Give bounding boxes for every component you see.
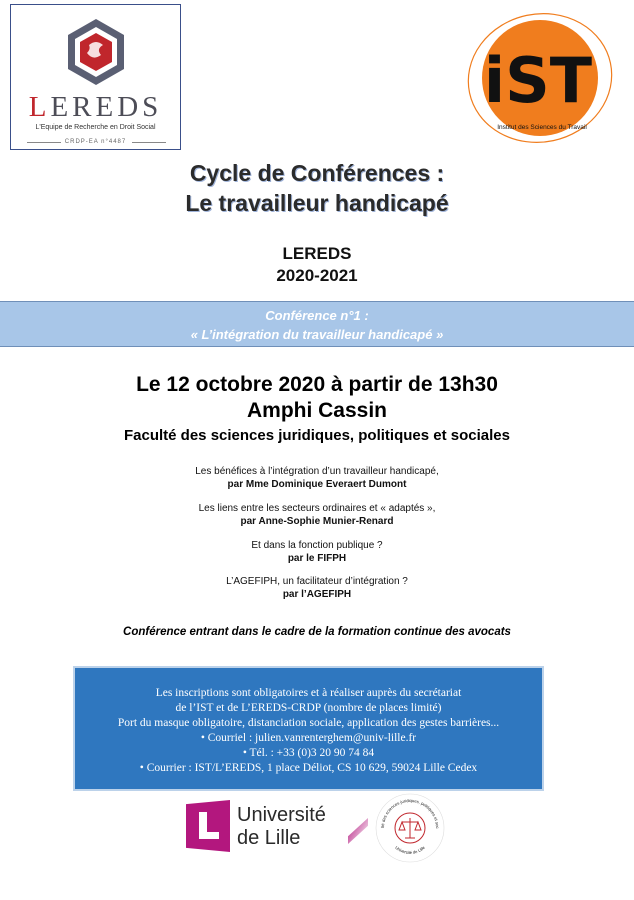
info-line: Port du masque obligatoire, distanciation sociale, application des gestes barrières...	[117, 717, 500, 729]
talk-topic: Les liens entre les secteurs ordinaires et « adaptés »,	[198, 503, 436, 514]
lereds-tagline: L'Equipe de Recherche en Droit Social	[35, 124, 156, 131]
page-title-line1: Cycle de Conférences :	[189, 160, 445, 186]
lereds-logo	[10, 4, 181, 150]
talk-topic: Et dans la fonction publique ?	[251, 540, 383, 551]
info-phone: • Tél. : +33 (0)3 20 90 74 84	[242, 747, 375, 759]
event-date: Le 12 octobre 2020 à partir de 13h30	[136, 373, 498, 396]
seal-arc-bottom: Université de Lille	[394, 844, 426, 856]
registration-info-box	[73, 666, 544, 791]
org-name: LEREDS	[282, 244, 352, 263]
info-address: • Courrier : IST/L’EREDS, 1 place Déliot, CS 10 629, 59024 Lille Cedex	[139, 762, 478, 774]
event-venue: Amphi Cassin	[246, 399, 388, 422]
lereds-wordmark: LEREDS	[28, 91, 163, 123]
talk-speaker: par l’AGEFIPH	[282, 589, 352, 600]
info-line: Les inscriptions sont obligatoires et à réaliser auprès du secrétariat	[155, 687, 462, 699]
lereds-code: CRDP-EA n°4487	[64, 139, 127, 145]
academic-year: 2020-2021	[276, 266, 358, 285]
ulille-mark-icon	[186, 800, 230, 852]
universite-de-lille-logo	[186, 800, 346, 852]
formation-note: Conférence entrant dans le cadre de la formation continue des avocats	[123, 626, 511, 638]
decorative-slash	[348, 818, 368, 844]
talk-speaker: par Mme Dominique Everaert Dumont	[227, 479, 407, 490]
page-title-line2: Le travailleur handicapé	[185, 190, 449, 216]
conference-theme: « L’intégration du travailleur handicapé »	[190, 327, 444, 342]
event-faculty: Faculté des sciences juridiques, politiques et sociales	[124, 427, 510, 444]
ist-logo	[466, 10, 616, 146]
talk-speaker: par Anne-Sophie Munier-Renard	[240, 516, 394, 527]
info-email: • Courriel : julien.vanrenterghem@univ-lille.fr	[200, 732, 417, 744]
ulille-line1: Université	[237, 804, 326, 826]
ist-caption: Institut des Sciences du Travail	[497, 124, 587, 131]
talk-topic: Les bénéfices à l’intégration d’un travailleur handicapé,	[195, 466, 439, 477]
seal-arc-top: lté des sciences juridiques, politiques et soc	[379, 797, 441, 829]
lereds-hexagon-icon	[65, 17, 127, 87]
talk-speaker: par le FIFPH	[287, 553, 347, 564]
ist-letters: iST	[483, 44, 593, 117]
conference-number: Conférence n°1 :	[265, 308, 369, 323]
faculte-seal-logo	[374, 792, 446, 864]
ulille-line2: de Lille	[237, 827, 301, 849]
conference-banner	[0, 301, 634, 347]
talk-topic: L’AGEFIPH, un facilitateur d’intégration ?	[226, 576, 408, 587]
info-line: de l’IST et de L’EREDS-CRDP (nombre de places limité)	[175, 702, 442, 714]
